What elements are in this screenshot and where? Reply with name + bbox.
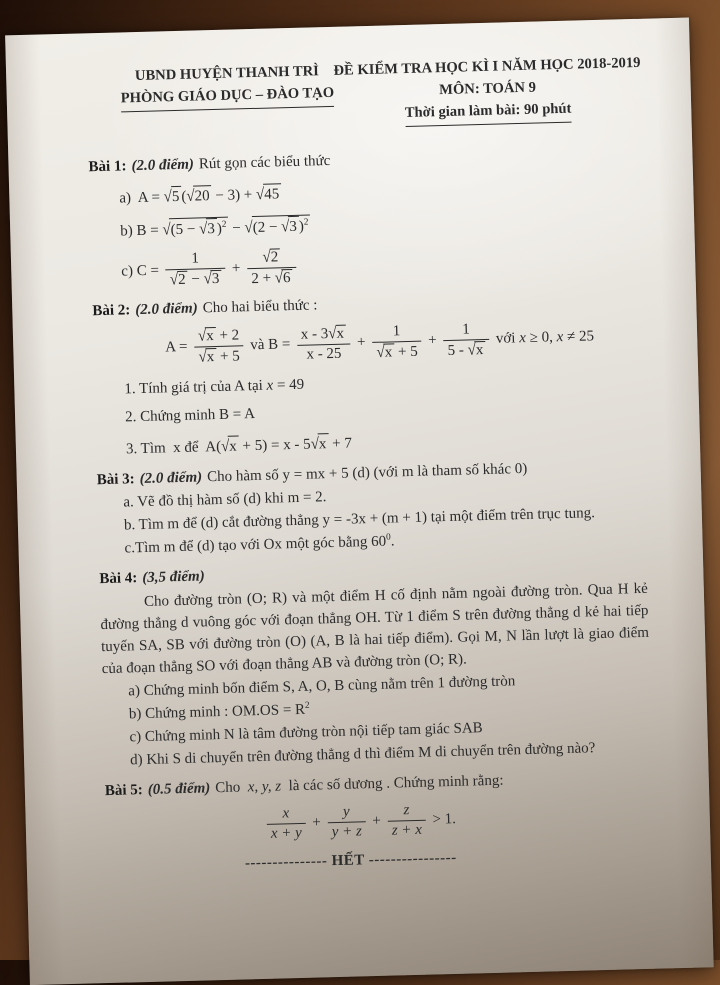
problem-2-expressions-formula: A = $\frac{√x + 2}{√x + 5}$ và B = $\frac{x - 3√x}{x - 25}$ + $\frac{1}{√x + 5}$ + $\frac{1}{5 - √x}$ với x ≥ 0, x ≠ 25 bbox=[165, 321, 595, 367]
problem-3-item-a: a. Vẽ đồ thị hàm số (d) khi m = 2. bbox=[123, 488, 327, 511]
problem-4 bbox=[99, 554, 652, 771]
exam-subject: MÔN: TOÁN 9 bbox=[438, 79, 537, 98]
problem-2 bbox=[92, 287, 644, 461]
issuing-authority-block bbox=[120, 61, 335, 134]
problem-5-heading bbox=[105, 767, 653, 802]
problem-4-item-a: a) Chứng minh bốn điểm S, A, O, B cùng nằm trên 1 đường tròn bbox=[128, 673, 516, 700]
problem-3-item-b: b. Tìm m để (d) cắt đường thẳng y = -3x + (m + 1) tại một điểm trên trục tung. bbox=[123, 504, 596, 534]
problem-3-intro: Cho hàm số y = mx + 5 (d) (với m là tham số khác 0) bbox=[206, 460, 528, 485]
problem-4-item-b: b) Chứng minh : $OM.OS = R^2$ bbox=[128, 700, 310, 723]
problem-2-item-1: 1. Tính giá trị của A tại x = 49 bbox=[124, 376, 305, 398]
problem-1-intro: Rút gọn các biểu thức bbox=[198, 152, 331, 173]
exam-title: ĐỀ KIỂM TRA HỌC KÌ I NĂM HỌC 2018-2019 bbox=[333, 54, 641, 79]
exam-title-block bbox=[333, 53, 642, 129]
problem-2-label: Bài 2: bbox=[92, 302, 131, 320]
problem-5-points: (0.5 điểm) bbox=[147, 780, 211, 798]
problem-5-inequality-formula: $\frac{x}{x + y}$ + $\frac{y}{y + z}$ + $\frac{z}{z + x}$ > 1. bbox=[105, 796, 654, 848]
problem-2-heading bbox=[92, 287, 640, 322]
problem-1-heading bbox=[88, 143, 636, 178]
problem-1 bbox=[88, 143, 639, 293]
problem-3-points: (2.0 điểm) bbox=[139, 469, 203, 487]
problem-2-intro: Cho hai biểu thức : bbox=[202, 297, 318, 317]
problem-4-item-d: d) Khi S di chuyển trên đường thẳng d thì điểm M di chuyển trên đường nào? bbox=[129, 740, 596, 769]
problem-3 bbox=[97, 456, 647, 560]
problem-2-item-2: 2. Chứng minh B = A bbox=[124, 405, 256, 426]
problem-2-item-3: 3. Tìm x để A(√x + 5) = x - 5√x + 7 bbox=[96, 425, 644, 461]
problem-4-points: (3,5 điểm) bbox=[142, 568, 205, 586]
problem-4-item-c: c) Chứng minh N là tâm đường tròn nội tiếp tam giác SAB bbox=[129, 720, 483, 746]
department-name: PHÒNG GIÁO DỤC – ĐÀO TẠO bbox=[121, 83, 335, 112]
problem-1-item-a: a) A = √5 (√20 − 3) + √45 bbox=[89, 174, 637, 210]
problem-1-item-c: c) C = $\frac{1}{√2 - √3}$ + $\frac{√2}{2 + √6}$ bbox=[91, 239, 640, 293]
end-of-exam-marker: --------------- HẾT ---------------- bbox=[244, 850, 457, 872]
problem-1-item-b: b) B = √(5 − √3 )$^2$ − √(2 − √3 )$^2$ bbox=[90, 206, 638, 243]
exam-duration: Thời gian làm bài: 90 phút bbox=[405, 98, 572, 126]
problem-1-points: (2.0 điểm) bbox=[131, 156, 195, 174]
problem-4-label: Bài 4: bbox=[99, 569, 138, 587]
problem-3-label: Bài 3: bbox=[96, 470, 135, 488]
authority-name: UBND HUYỆN THANH TRÌ bbox=[134, 63, 320, 85]
problem-5-intro: Cho x, y, z là các số dương . Chứng minh rằng: bbox=[215, 772, 504, 797]
exam-header bbox=[86, 53, 641, 135]
exam-paper-sheet bbox=[5, 18, 714, 985]
problem-2-points: (2.0 điểm) bbox=[135, 300, 198, 319]
problem-4-statement: Cho đường tròn (O; R) và một điểm H cố định nằm ngoài đường tròn. Qua H kẻ đường thẳng d vuông góc với đoạn thẳng OH. Từ 1 điểm S trên đường thẳng d kẻ hai tiếp tuyến SA, SB với đường tròn (O) (A, B là hai tiếp điểm). Gọi M, N lần lượt là giao điểm của đoạn thẳng SO với đoạn thẳng AB và đường tròn (O; R). bbox=[100, 580, 650, 677]
problem-3-item-c: c.Tìm m để (d) tạo với Ox một góc bằng $60^0$. bbox=[124, 532, 395, 557]
problem-5-label: Bài 5: bbox=[104, 781, 144, 799]
problem-5 bbox=[105, 767, 655, 879]
problem-1-label: Bài 1: bbox=[88, 157, 127, 175]
